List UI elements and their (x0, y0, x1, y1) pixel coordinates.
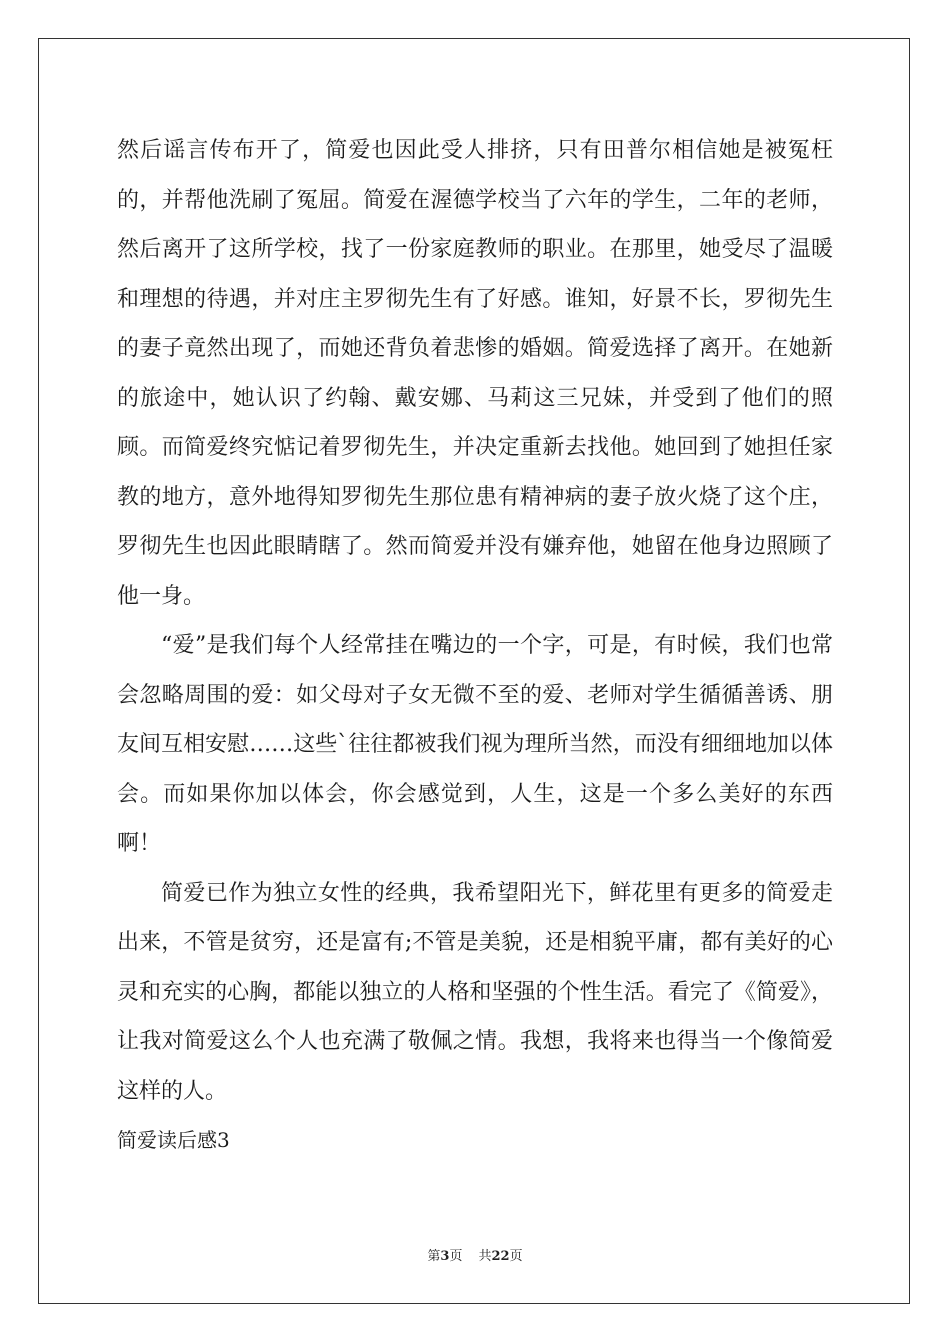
document-body (117, 126, 833, 1166)
total-pages: 22 (491, 1249, 510, 1264)
page-prefix: 第 (427, 1249, 441, 1264)
paragraph-3: 简爱已作为独立女性的经典，我希望阳光下，鲜花里有更多的简爱走出来，不管是贫穷，还是富有;不管是美貌，还是相貌平庸，都有美好的心灵和充实的心胸，都能以独立的人格和坚强的个性生活。看完了《简爱》，让我对简爱这么个人也充满了敬佩之情。我想，我将来也得当一个像简爱这样的人。 (117, 880, 833, 1104)
total-suffix: 页 (509, 1249, 523, 1264)
page-footer (0, 1247, 950, 1267)
page-suffix: 页 (449, 1249, 463, 1264)
page-number: 3 (440, 1249, 450, 1264)
section-title: 简爱读后感3 (117, 1128, 230, 1152)
paragraph-2: “爱”是我们每个人经常挂在嘴边的一个字，可是，有时候，我们也常会忽略周围的爱：如父母对子女无微不至的爱、老师对学生循循善诱、朋友间互相安慰……这些`往往都被我们视为理所当然，而没有细细地加以体会。而如果你加以体会，你会感觉到，人生，这是一个多么美好的东西啊！ (117, 633, 833, 856)
paragraph-1: 然后谣言传布开了，简爱也因此受人排挤，只有田普尔相信她是被冤枉的，并帮他洗刷了冤屈。简爱在渥德学校当了六年的学生，二年的老师，然后离开了这所学校，找了一份家庭教师的职业。在那里，她受尽了温暖和理想的待遇，并对庄主罗彻先生有了好感。谁知，好景不长，罗彻先生的妻子竟然出现了，而她还背负着悲惨的婚姻。简爱选择了离开。在她新的旅途中，她认识了约翰、戴安娜、马莉这三兄妹，并受到了他们的照顾。而简爱终究惦记着罗彻先生，并决定重新去找他。她回到了她担任家教的地方，意外地得知罗彻先生那位患有精神病的妻子放火烧了这个庄，罗彻先生也因此眼睛瞎了。然而简爱并没有嫌弃他，她留在他身边照顾了他一身。 (117, 138, 833, 609)
total-prefix: 共 (478, 1249, 492, 1264)
